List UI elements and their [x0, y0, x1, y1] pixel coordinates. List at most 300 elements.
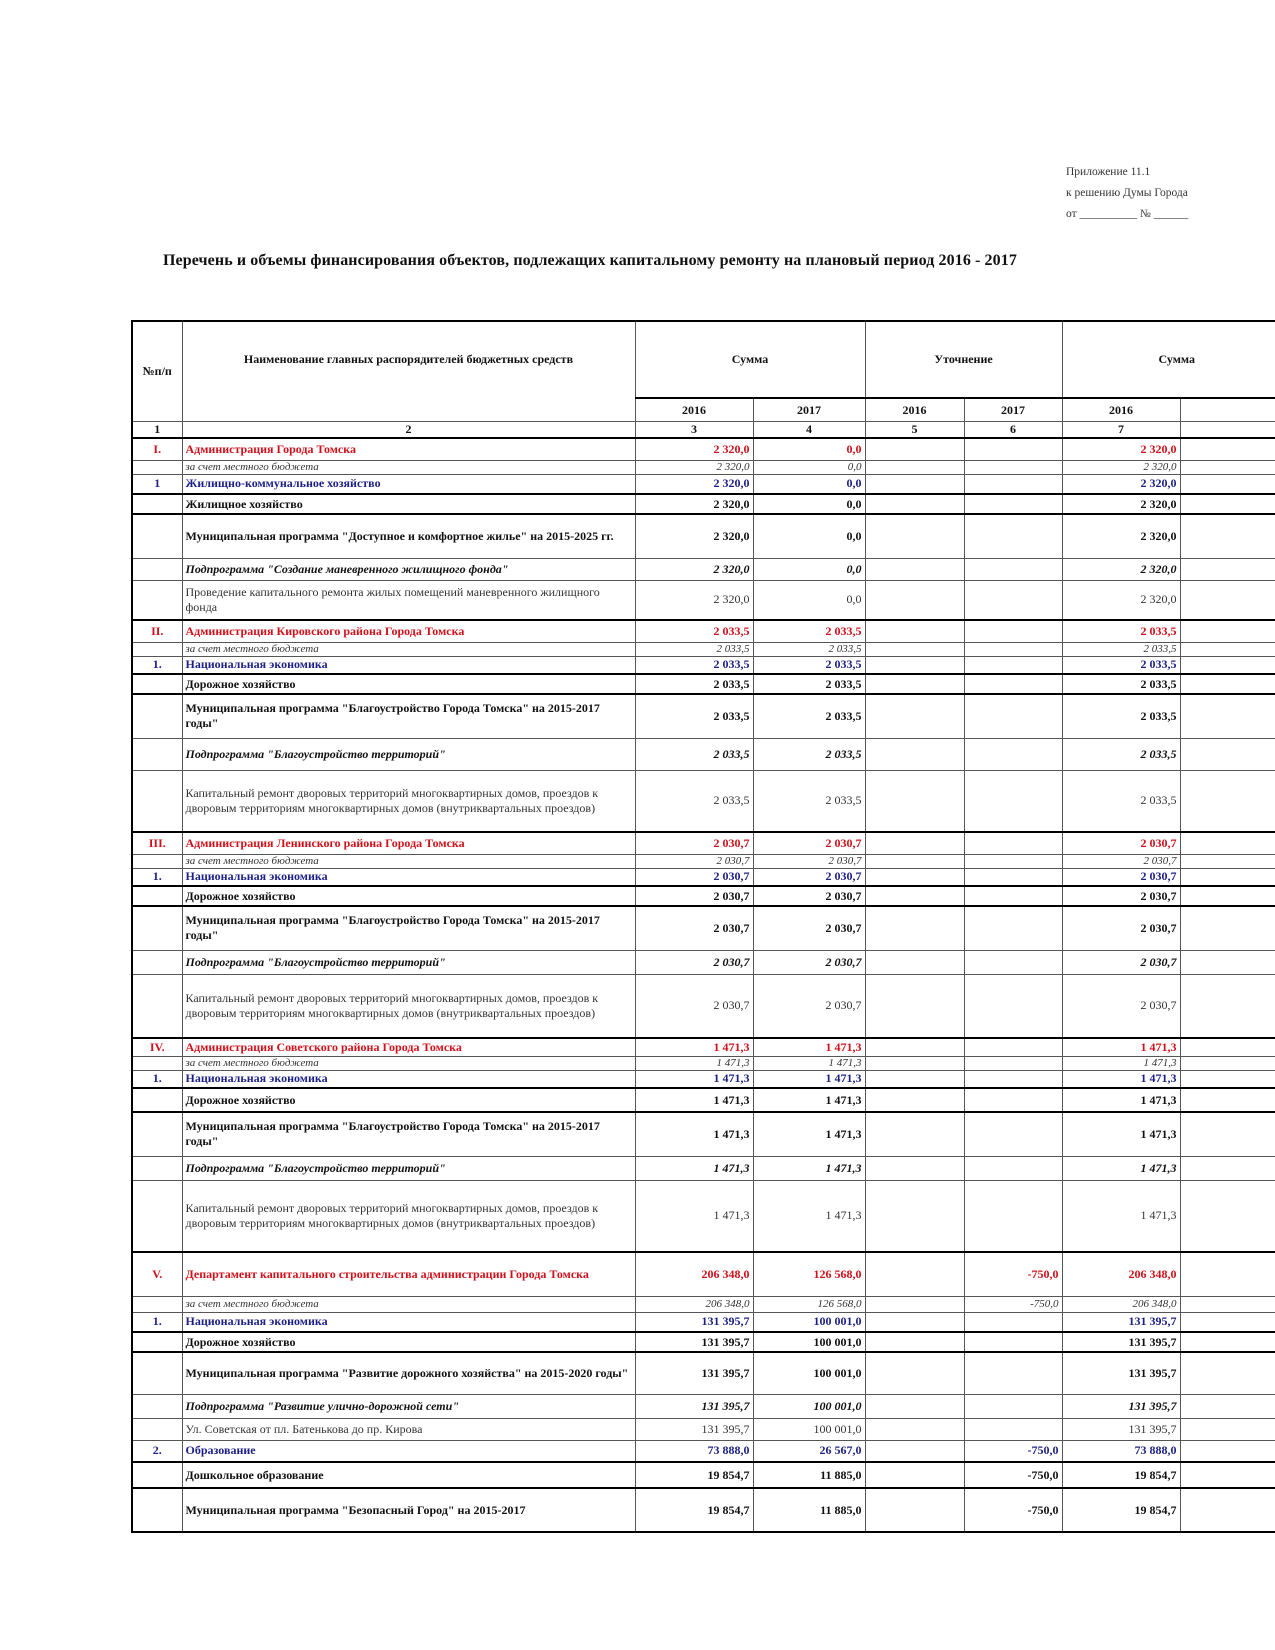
total-2016: 206 348,0: [1062, 1296, 1180, 1312]
total-2016: 2 033,5: [1062, 620, 1180, 642]
row-number: [132, 694, 182, 738]
row-name: Подпрограмма "Создание маневренного жилищного фонда": [182, 558, 635, 580]
row-number: [132, 642, 182, 656]
correction-2016: [865, 656, 964, 674]
row-number: I.: [132, 438, 182, 460]
total-2017: [1180, 438, 1275, 460]
column-number-row: [132, 422, 1275, 439]
sum-2016: 2 030,7: [635, 906, 753, 950]
row-number: [132, 1394, 182, 1418]
sum-2017: 2 033,5: [753, 620, 865, 642]
sum-2017: 2 030,7: [753, 974, 865, 1038]
col-number: 4: [753, 422, 865, 439]
total-2016: 206 348,0: [1062, 1252, 1180, 1296]
row-name: Образование: [182, 1440, 635, 1462]
correction-2016: [865, 642, 964, 656]
sum-2016: 1 471,3: [635, 1156, 753, 1180]
correction-2017: [964, 1312, 1062, 1332]
table-row: [132, 832, 1275, 854]
total-2016: 2 033,5: [1062, 770, 1180, 832]
sum-2016: 2 030,7: [635, 832, 753, 854]
total-2017: [1180, 738, 1275, 770]
correction-2016: [865, 1056, 964, 1070]
correction-2017: [964, 868, 1062, 886]
row-name: Администрация Ленинского района Города Томска: [182, 832, 635, 854]
sum-2016: 2 033,5: [635, 642, 753, 656]
row-name: Администрация Советского района Города Томска: [182, 1038, 635, 1056]
row-name: Дорожное хозяйство: [182, 1332, 635, 1352]
total-2017: [1180, 1056, 1275, 1070]
sum-2016: 1 471,3: [635, 1180, 753, 1252]
total-2016: 2 320,0: [1062, 460, 1180, 474]
correction-2016: [865, 1440, 964, 1462]
sum-2016: 2 033,5: [635, 656, 753, 674]
row-name: Администрация Кировского района Города Томска: [182, 620, 635, 642]
header-year-2017-b: 2017: [964, 398, 1062, 422]
correction-2016: [865, 1038, 964, 1056]
sum-2016: 19 854,7: [635, 1462, 753, 1488]
correction-2016: [865, 674, 964, 694]
sum-2017: 2 030,7: [753, 886, 865, 906]
total-2017: [1180, 694, 1275, 738]
financing-table: [131, 320, 1275, 1533]
total-2017: [1180, 1070, 1275, 1088]
total-2016: 2 033,5: [1062, 674, 1180, 694]
sum-2017: 0,0: [753, 558, 865, 580]
row-name: Национальная экономика: [182, 868, 635, 886]
total-2016: 2 320,0: [1062, 474, 1180, 494]
table-row: [132, 1296, 1275, 1312]
header-sum-1: Сумма: [635, 321, 865, 398]
correction-2016: [865, 1180, 964, 1252]
correction-2016: [865, 854, 964, 868]
row-number: 1.: [132, 1070, 182, 1088]
sum-2017: 2 030,7: [753, 854, 865, 868]
sum-2017: 2 033,5: [753, 694, 865, 738]
total-2017: [1180, 1332, 1275, 1352]
total-2017: [1180, 1296, 1275, 1312]
row-number: 1.: [132, 656, 182, 674]
header-year-2016-a: 2016: [635, 398, 753, 422]
row-number: [132, 1462, 182, 1488]
correction-2017: [964, 1070, 1062, 1088]
sum-2017: 0,0: [753, 580, 865, 620]
total-2016: 2 033,5: [1062, 738, 1180, 770]
correction-2017: [964, 1180, 1062, 1252]
table-row: [132, 474, 1275, 494]
total-2017: [1180, 1418, 1275, 1440]
sum-2017: 126 568,0: [753, 1252, 865, 1296]
total-2016: 2 320,0: [1062, 494, 1180, 514]
table-row: [132, 1056, 1275, 1070]
sum-2017: 11 885,0: [753, 1488, 865, 1532]
correction-2016: [865, 514, 964, 558]
correction-2017: [964, 1394, 1062, 1418]
correction-2016: [865, 1488, 964, 1532]
correction-2017: -750,0: [964, 1488, 1062, 1532]
row-number: [132, 1352, 182, 1394]
total-2017: [1180, 656, 1275, 674]
correction-2017: [964, 642, 1062, 656]
row-number: [132, 854, 182, 868]
correction-2017: [964, 438, 1062, 460]
sum-2017: 2 033,5: [753, 738, 865, 770]
total-2017: [1180, 1252, 1275, 1296]
sum-2017: 1 471,3: [753, 1112, 865, 1156]
table-row: [132, 1038, 1275, 1056]
header-correction: Уточнение: [865, 321, 1062, 398]
correction-2017: [964, 1112, 1062, 1156]
sum-2016: 2 030,7: [635, 868, 753, 886]
header-year-2017-c: [1180, 398, 1275, 422]
row-number: [132, 674, 182, 694]
row-name: Национальная экономика: [182, 1070, 635, 1088]
col-number: 2: [182, 422, 635, 439]
sum-2017: 2 030,7: [753, 906, 865, 950]
total-2016: 2 030,7: [1062, 832, 1180, 854]
table-row: [132, 906, 1275, 950]
row-name: Капитальный ремонт дворовых территорий многоквартирных домов, проездов к дворовым территориям многоквартирных домов (внутриквартальных проездов): [182, 770, 635, 832]
sum-2016: 2 320,0: [635, 580, 753, 620]
correction-2016: [865, 1156, 964, 1180]
header-year-2016-b: 2016: [865, 398, 964, 422]
col-number: 3: [635, 422, 753, 439]
correction-2016: [865, 950, 964, 974]
correction-2016: [865, 832, 964, 854]
correction-2016: [865, 1418, 964, 1440]
sum-2017: 1 471,3: [753, 1156, 865, 1180]
sum-2017: 1 471,3: [753, 1070, 865, 1088]
table-row: [132, 620, 1275, 642]
total-2017: [1180, 770, 1275, 832]
row-name: Муниципальная программа "Развитие дорожного хозяйства" на 2015-2020 годы": [182, 1352, 635, 1394]
row-name: за счет местного бюджета: [182, 854, 635, 868]
sum-2017: 11 885,0: [753, 1462, 865, 1488]
total-2017: [1180, 1038, 1275, 1056]
total-2016: 131 395,7: [1062, 1332, 1180, 1352]
total-2016: 2 033,5: [1062, 642, 1180, 656]
total-2016: 1 471,3: [1062, 1112, 1180, 1156]
table-row: [132, 1418, 1275, 1440]
sum-2017: 100 001,0: [753, 1418, 865, 1440]
sum-2016: 2 320,0: [635, 558, 753, 580]
row-number: III.: [132, 832, 182, 854]
row-name: Капитальный ремонт дворовых территорий многоквартирных домов, проездов к дворовым территориям многоквартирных домов (внутриквартальных проездов): [182, 1180, 635, 1252]
row-number: [132, 1488, 182, 1532]
header-year-2016-c: 2016: [1062, 398, 1180, 422]
sum-2017: 2 033,5: [753, 770, 865, 832]
correction-2016: [865, 886, 964, 906]
total-2017: [1180, 1088, 1275, 1112]
table-row: [132, 438, 1275, 460]
document-title: Перечень и объемы финансирования объектов, подлежащих капитальному ремонту на плановый период 2016 - 2017: [163, 252, 1017, 269]
row-name: за счет местного бюджета: [182, 642, 635, 656]
correction-2017: [964, 656, 1062, 674]
correction-2017: -750,0: [964, 1296, 1062, 1312]
correction-2016: [865, 1088, 964, 1112]
total-2017: [1180, 514, 1275, 558]
correction-2017: -750,0: [964, 1440, 1062, 1462]
sum-2017: 126 568,0: [753, 1296, 865, 1312]
row-number: 2.: [132, 1440, 182, 1462]
sum-2016: 206 348,0: [635, 1296, 753, 1312]
sum-2016: 131 395,7: [635, 1332, 753, 1352]
row-name: Подпрограмма "Благоустройство территорий": [182, 738, 635, 770]
total-2016: 73 888,0: [1062, 1440, 1180, 1462]
sum-2016: 131 395,7: [635, 1352, 753, 1394]
correction-2016: [865, 868, 964, 886]
correction-2017: [964, 1418, 1062, 1440]
sum-2017: 0,0: [753, 474, 865, 494]
row-number: [132, 906, 182, 950]
total-2017: [1180, 580, 1275, 620]
correction-2017: [964, 460, 1062, 474]
row-name: Муниципальная программа "Благоустройство Города Томска" на 2015-2017 годы": [182, 1112, 635, 1156]
table-row: [132, 886, 1275, 906]
total-2017: [1180, 854, 1275, 868]
correction-2017: [964, 1038, 1062, 1056]
col-number: 5: [865, 422, 964, 439]
row-number: [132, 1056, 182, 1070]
total-2016: 131 395,7: [1062, 1394, 1180, 1418]
correction-2016: [865, 460, 964, 474]
total-2016: 1 471,3: [1062, 1180, 1180, 1252]
correction-2017: [964, 694, 1062, 738]
sum-2016: 2 320,0: [635, 514, 753, 558]
sum-2016: 2 033,5: [635, 620, 753, 642]
sum-2016: 1 471,3: [635, 1112, 753, 1156]
row-number: [132, 494, 182, 514]
correction-2017: -750,0: [964, 1252, 1062, 1296]
sum-2016: 2 320,0: [635, 438, 753, 460]
correction-2016: [865, 1352, 964, 1394]
correction-2016: [865, 1394, 964, 1418]
sum-2016: 131 395,7: [635, 1394, 753, 1418]
total-2016: 1 471,3: [1062, 1156, 1180, 1180]
row-number: [132, 1088, 182, 1112]
sum-2016: 1 471,3: [635, 1070, 753, 1088]
total-2017: [1180, 1462, 1275, 1488]
sum-2016: 206 348,0: [635, 1252, 753, 1296]
correction-2016: [865, 906, 964, 950]
sum-2016: 2 320,0: [635, 494, 753, 514]
correction-2017: [964, 1056, 1062, 1070]
row-number: [132, 460, 182, 474]
total-2017: [1180, 832, 1275, 854]
sum-2017: 1 471,3: [753, 1056, 865, 1070]
appendix-line-1: Приложение 11.1: [1066, 166, 1151, 178]
correction-2017: -750,0: [964, 1462, 1062, 1488]
sum-2017: 2 030,7: [753, 832, 865, 854]
row-name: Национальная экономика: [182, 656, 635, 674]
sum-2016: 73 888,0: [635, 1440, 753, 1462]
total-2016: 131 395,7: [1062, 1312, 1180, 1332]
total-2016: 2 320,0: [1062, 514, 1180, 558]
correction-2017: [964, 580, 1062, 620]
table-row: [132, 642, 1275, 656]
row-number: II.: [132, 620, 182, 642]
row-name: Ул. Советская от пл. Батенькова до пр. Кирова: [182, 1418, 635, 1440]
row-name: Капитальный ремонт дворовых территорий многоквартирных домов, проездов к дворовым территориям многоквартирных домов (внутриквартальных проездов): [182, 974, 635, 1038]
row-name: Дорожное хозяйство: [182, 886, 635, 906]
row-name: Подпрограмма "Благоустройство территорий": [182, 950, 635, 974]
correction-2016: [865, 1332, 964, 1352]
total-2016: 2 033,5: [1062, 656, 1180, 674]
correction-2017: [964, 674, 1062, 694]
row-name: Жилищно-коммунальное хозяйство: [182, 474, 635, 494]
correction-2017: [964, 832, 1062, 854]
header-name: Наименование главных распорядителей бюджетных средств: [182, 321, 635, 422]
table-row: [132, 694, 1275, 738]
table-row: [132, 974, 1275, 1038]
total-2017: [1180, 558, 1275, 580]
row-name: Муниципальная программа "Благоустройство Города Томска" на 2015-2017 годы": [182, 694, 635, 738]
total-2017: [1180, 494, 1275, 514]
col-number: 6: [964, 422, 1062, 439]
sum-2017: 1 471,3: [753, 1088, 865, 1112]
table-row: [132, 868, 1275, 886]
row-number: [132, 580, 182, 620]
sum-2017: 1 471,3: [753, 1180, 865, 1252]
correction-2017: [964, 620, 1062, 642]
table-row: [132, 1070, 1275, 1088]
total-2016: 131 395,7: [1062, 1352, 1180, 1394]
correction-2017: [964, 886, 1062, 906]
row-name: Национальная экономика: [182, 1312, 635, 1332]
row-name: Дорожное хозяйство: [182, 1088, 635, 1112]
table-row: [132, 580, 1275, 620]
sum-2016: 2 030,7: [635, 854, 753, 868]
row-number: [132, 1180, 182, 1252]
total-2016: 2 320,0: [1062, 438, 1180, 460]
correction-2017: [964, 1156, 1062, 1180]
header-sum-2: Сумма: [1062, 321, 1275, 398]
table-row: [132, 558, 1275, 580]
correction-2017: [964, 906, 1062, 950]
sum-2016: 2 030,7: [635, 974, 753, 1038]
sum-2017: 0,0: [753, 494, 865, 514]
correction-2017: [964, 1352, 1062, 1394]
row-number: [132, 1418, 182, 1440]
total-2016: 2 030,7: [1062, 886, 1180, 906]
correction-2016: [865, 1312, 964, 1332]
table-row: [132, 1156, 1275, 1180]
total-2017: [1180, 1488, 1275, 1532]
sum-2016: 2 320,0: [635, 474, 753, 494]
appendix-note: [1066, 162, 1188, 225]
total-2017: [1180, 1440, 1275, 1462]
table-row: [132, 1112, 1275, 1156]
correction-2016: [865, 494, 964, 514]
correction-2016: [865, 1462, 964, 1488]
sum-2016: 2 033,5: [635, 694, 753, 738]
sum-2016: 1 471,3: [635, 1056, 753, 1070]
sum-2016: 131 395,7: [635, 1312, 753, 1332]
table-row: [132, 460, 1275, 474]
sum-2016: 2 033,5: [635, 674, 753, 694]
sum-2017: 0,0: [753, 460, 865, 474]
total-2017: [1180, 1156, 1275, 1180]
sum-2016: 2 320,0: [635, 460, 753, 474]
table-row: [132, 1088, 1275, 1112]
total-2017: [1180, 1394, 1275, 1418]
sum-2017: 2 030,7: [753, 950, 865, 974]
table-body: [132, 438, 1275, 1532]
total-2017: [1180, 460, 1275, 474]
total-2017: [1180, 674, 1275, 694]
row-number: [132, 1156, 182, 1180]
correction-2016: [865, 580, 964, 620]
appendix-line-2: к решению Думы Города: [1066, 187, 1188, 199]
table-row: [132, 854, 1275, 868]
table-row: [132, 770, 1275, 832]
table-row: [132, 1462, 1275, 1488]
sum-2016: 1 471,3: [635, 1088, 753, 1112]
row-name: Муниципальная программа "Благоустройство Города Томска" на 2015-2017 годы": [182, 906, 635, 950]
table-row: [132, 1312, 1275, 1332]
row-name: за счет местного бюджета: [182, 460, 635, 474]
sum-2017: 100 001,0: [753, 1332, 865, 1352]
sum-2017: 0,0: [753, 438, 865, 460]
table-row: [132, 1332, 1275, 1352]
row-name: Дорожное хозяйство: [182, 674, 635, 694]
table-row: [132, 1252, 1275, 1296]
correction-2016: [865, 738, 964, 770]
total-2017: [1180, 474, 1275, 494]
total-2017: [1180, 620, 1275, 642]
table-row: [132, 738, 1275, 770]
row-number: [132, 738, 182, 770]
row-name: Департамент капитального строительства администрации Города Томска: [182, 1252, 635, 1296]
sum-2017: 2 033,5: [753, 656, 865, 674]
table-row: [132, 1394, 1275, 1418]
row-number: [132, 1296, 182, 1312]
row-name: Муниципальная программа "Безопасный Город" на 2015-2017: [182, 1488, 635, 1532]
total-2016: 2 030,7: [1062, 854, 1180, 868]
row-number: [132, 1112, 182, 1156]
correction-2017: [964, 974, 1062, 1038]
header-year-2017-a: 2017: [753, 398, 865, 422]
row-name: Муниципальная программа "Доступное и комфортное жилье" на 2015-2025 гг.: [182, 514, 635, 558]
correction-2016: [865, 694, 964, 738]
row-name: за счет местного бюджета: [182, 1056, 635, 1070]
sum-2017: 26 567,0: [753, 1440, 865, 1462]
col-number: 7: [1062, 422, 1180, 439]
sum-2017: 2 033,5: [753, 674, 865, 694]
table-row: [132, 950, 1275, 974]
total-2016: 1 471,3: [1062, 1056, 1180, 1070]
total-2016: 2 033,5: [1062, 694, 1180, 738]
total-2016: 2 030,7: [1062, 950, 1180, 974]
row-number: [132, 886, 182, 906]
row-number: [132, 558, 182, 580]
correction-2017: [964, 1088, 1062, 1112]
total-2017: [1180, 1352, 1275, 1394]
row-name: Подпрограмма "Благоустройство территорий": [182, 1156, 635, 1180]
total-2017: [1180, 886, 1275, 906]
sum-2017: 100 001,0: [753, 1312, 865, 1332]
table-row: [132, 1488, 1275, 1532]
row-number: [132, 974, 182, 1038]
total-2016: 131 395,7: [1062, 1418, 1180, 1440]
correction-2016: [865, 1112, 964, 1156]
row-number: 1: [132, 474, 182, 494]
sum-2017: 2 030,7: [753, 868, 865, 886]
total-2017: [1180, 906, 1275, 950]
correction-2016: [865, 770, 964, 832]
sum-2017: 100 001,0: [753, 1352, 865, 1394]
sum-2017: 0,0: [753, 514, 865, 558]
